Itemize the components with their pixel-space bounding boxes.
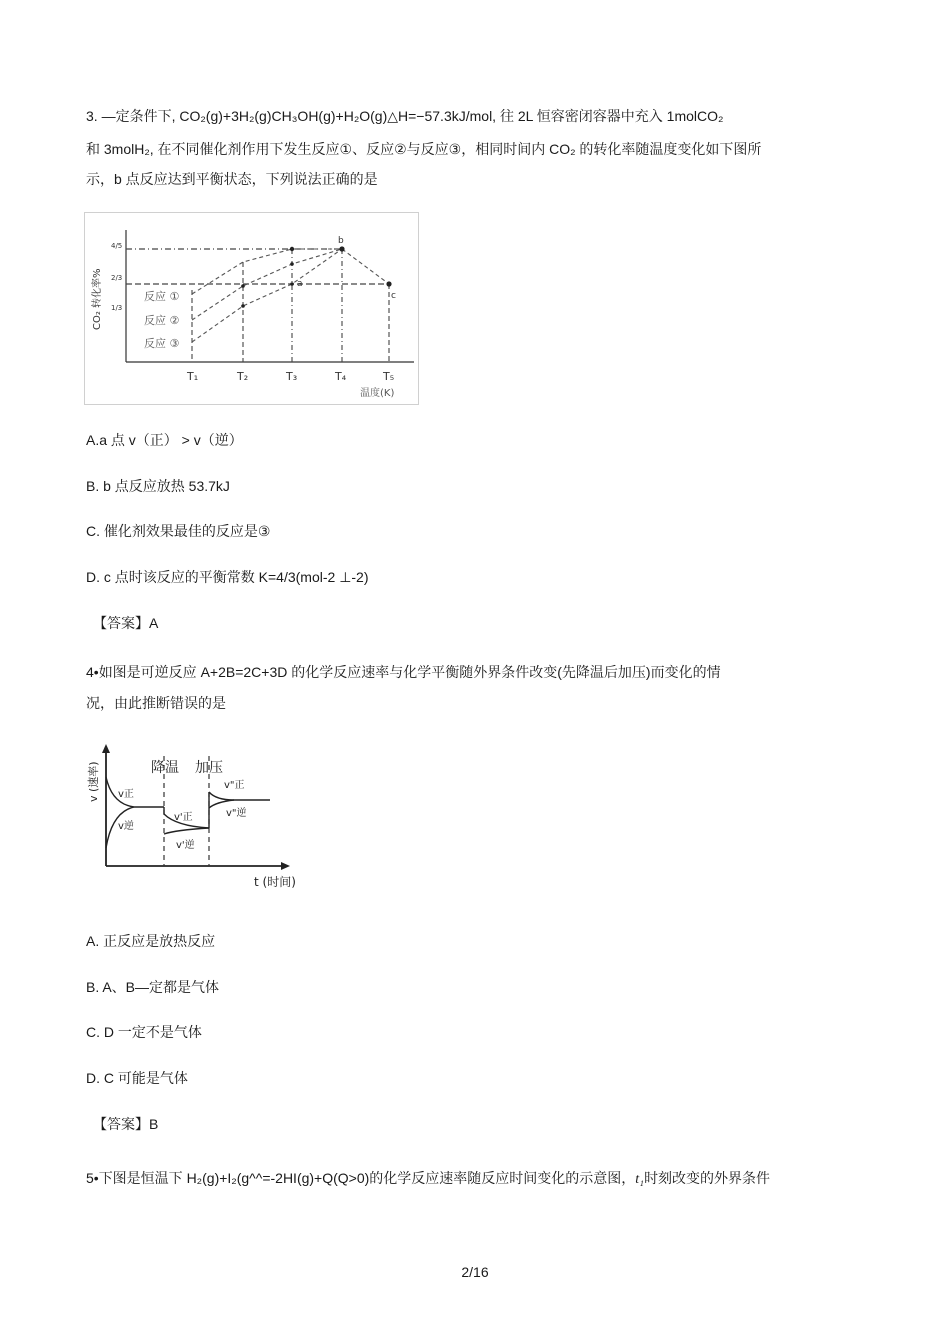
q3-line-3: 示，b 点反应达到平衡状态，下列说法正确的是: [86, 171, 378, 187]
q3-option-a: A.a 点 v（正） > v（逆）: [86, 432, 243, 448]
q3-ytick-4-5: 4/5: [111, 242, 123, 250]
q5-line-1-text: 5•下图是恒温下 H₂(g)+I₂(g^^=-2HI(g)+Q(Q>0)的化学反应速率随反应时间变化的示意图，: [86, 1170, 636, 1186]
q3-xtick-t5: T₅: [383, 370, 395, 383]
q4-line-1: 4•如图是可逆反应 A+2B=2C+3D 的化学反应速率与化学平衡随外界条件改变(先降温后加压)而变化的情: [86, 664, 721, 680]
q3-option-c: C. 催化剂效果最佳的反应是③: [86, 523, 271, 539]
q4-chart-ylabel: v (速率): [87, 761, 100, 802]
q5-t1: t₁: [635, 1172, 645, 1187]
q3-ytick-2-3: 2/3: [111, 274, 123, 282]
q4-rate-chart: [84, 742, 320, 895]
q3-chart-ylabel: CO₂ 转化率%: [92, 268, 103, 330]
q3-legend-reaction-2: 反应 ②: [144, 314, 180, 327]
q3-chart-xlabel: 温度(K): [360, 388, 395, 399]
q4-label-v1-reverse: v'逆: [176, 840, 195, 851]
q4-label-v2-forward: v"正: [224, 780, 245, 791]
q3-legend-reaction-3: 反应 ③: [144, 337, 180, 350]
q4-stage-pressurize: 加压: [195, 760, 223, 776]
q3-xtick-t2: T₂: [237, 370, 249, 383]
q4-label-v-reverse: v逆: [118, 821, 134, 832]
q3-legend-reaction-1: 反应 ①: [144, 290, 180, 303]
q5-line-1: [86, 1168, 770, 1190]
q4-option-a: A. 正反应是放热反应: [86, 933, 216, 949]
q4-label-v1-forward: v'正: [174, 812, 193, 823]
q3-answer: 【答案】A: [93, 615, 159, 631]
q3-conversion-chart: [84, 212, 420, 409]
q4-stage-cooling: 降温: [151, 760, 179, 776]
q3-option-d: D. c 点时该反应的平衡常数 K=4/3(mol-2 ⊥-2): [86, 569, 369, 585]
q4-option-b: B. A、B—定都是气体: [86, 979, 220, 995]
q4-label-v-forward: v正: [118, 789, 134, 800]
q4-option-d: D. C 可能是气体: [86, 1070, 188, 1086]
q3-point-c: c: [391, 291, 396, 301]
q5-line-1-tail: 时刻改变的外界条件: [644, 1170, 771, 1186]
q3-line-1: 3. —定条件下, CO₂(g)+3H₂(g)CH₃OH(g)+H₂O(g)△H=−57.3kJ/mol, 往 2L 恒容密闭容器中充入 1molCO₂: [86, 108, 724, 124]
q3-xtick-t3: T₃: [286, 370, 298, 383]
q4-answer: 【答案】B: [93, 1116, 159, 1132]
q4-label-v2-reverse: v"逆: [226, 808, 247, 819]
q3-point-b: b: [338, 236, 344, 246]
q3-xtick-t1: T₁: [187, 370, 199, 383]
q3-point-a: a: [297, 279, 303, 289]
q4-option-c: C. D 一定不是气体: [86, 1024, 202, 1040]
q3-option-b: B. b 点反应放热 53.7kJ: [86, 478, 230, 494]
q3-line-2: 和 3molH₂, 在不同催化剂作用下发生反应①、反应②与反应③，相同时间内 CO₂ 的转化率随温度变化如下图所: [86, 141, 762, 157]
q4-line-2: 况，由此推断错误的是: [86, 695, 226, 711]
page-number: 2/16: [461, 1264, 489, 1280]
q3-ytick-1-3: 1/3: [111, 304, 123, 312]
q4-chart-xlabel: t (时间): [254, 875, 296, 889]
q3-xtick-t4: T₄: [335, 370, 347, 383]
